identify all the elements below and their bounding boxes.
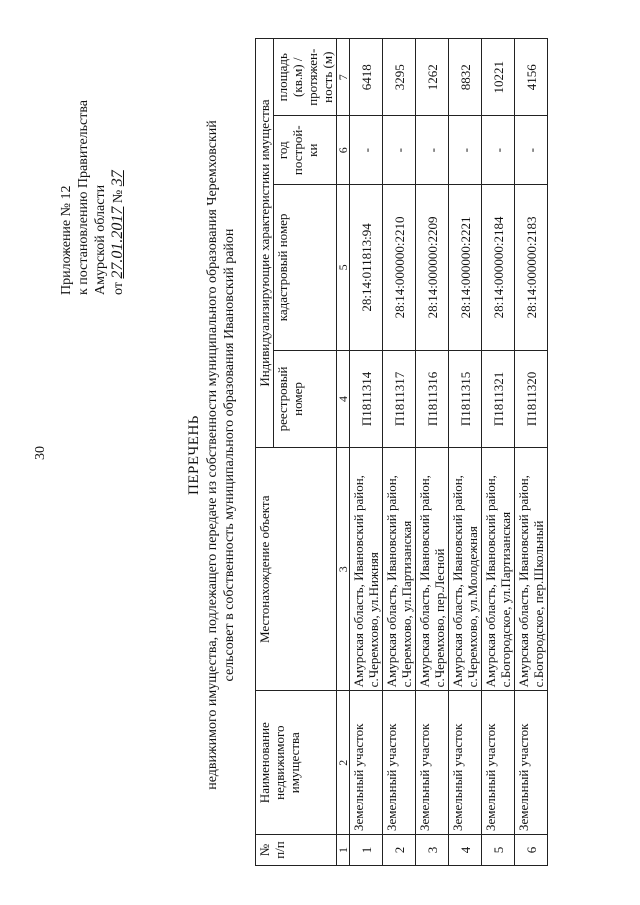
row-registry: П1811315	[449, 350, 482, 447]
row-year: -	[449, 116, 482, 185]
appendix-line-3: Амурской области	[93, 184, 108, 295]
column-index: 2	[337, 691, 350, 835]
date-prefix: от	[111, 282, 126, 295]
row-location: Амурская область, Ивановский район, с.Черемхово, ул.Партизанская	[383, 448, 416, 691]
table-header-row	[256, 39, 274, 866]
row-num: 1	[350, 835, 383, 866]
row-num: 4	[449, 835, 482, 866]
number-prefix: №	[111, 189, 126, 204]
table-row	[350, 39, 383, 866]
row-cadastral: 28:14:000000:2221	[449, 184, 482, 350]
row-num: 5	[482, 835, 515, 866]
title-line-2: сельсовет в собственность муниципального образования Ивановский район	[222, 228, 237, 682]
header-cadastral: кадастровый номер	[274, 184, 337, 350]
row-location: Амурская область, Ивановский район, с.Богородское, ул.Партизанская	[482, 448, 515, 691]
column-index: 1	[337, 835, 350, 866]
table-row	[449, 39, 482, 866]
row-location: Амурская область, Ивановский район, с.Черемхово, ул.Нижняя	[350, 448, 383, 691]
row-name: Земельный участок	[449, 691, 482, 835]
header-area: площадь (кв.м) / протяжен-ность (м)	[274, 39, 337, 116]
row-cadastral: 28:14:000000:2183	[515, 184, 548, 350]
row-cadastral: 28:14:000000:2184	[482, 184, 515, 350]
row-year: -	[383, 116, 416, 185]
property-table	[255, 38, 548, 866]
row-registry: П1811314	[350, 350, 383, 447]
row-num: 6	[515, 835, 548, 866]
title-heading: ПЕРЕЧЕНЬ	[186, 415, 202, 495]
row-name: Земельный участок	[515, 691, 548, 835]
column-index: 7	[337, 39, 350, 116]
row-year: -	[515, 116, 548, 185]
row-cadastral: 28:14:011813:94	[350, 184, 383, 350]
header-year: год построй-ки	[274, 116, 337, 185]
row-cadastral: 28:14:000000:2210	[383, 184, 416, 350]
table-row	[482, 39, 515, 866]
row-year: -	[482, 116, 515, 185]
row-registry: П1811317	[383, 350, 416, 447]
appendix-line-1: Приложение № 12	[59, 185, 74, 295]
row-name: Земельный участок	[416, 691, 449, 835]
row-num: 2	[383, 835, 416, 866]
title-line-1: недвижимого имущества, подлежащего передаче из собственности муниципального образования Черемховский	[205, 120, 220, 790]
table-row	[416, 39, 449, 866]
row-name: Земельный участок	[482, 691, 515, 835]
row-area: 4156	[515, 39, 548, 116]
header-num: № п/п	[256, 835, 337, 866]
document-title	[186, 25, 238, 885]
row-area: 6418	[350, 39, 383, 116]
table-row	[515, 39, 548, 866]
row-area: 10221	[482, 39, 515, 116]
table-row	[383, 39, 416, 866]
column-index: 5	[337, 184, 350, 350]
handwritten-number: 37	[109, 170, 126, 187]
row-registry: П1811316	[416, 350, 449, 447]
column-index: 6	[337, 116, 350, 185]
row-area: 8832	[449, 39, 482, 116]
row-name: Земельный участок	[350, 691, 383, 835]
row-cadastral: 28:14:000000:2209	[416, 184, 449, 350]
column-index: 3	[337, 448, 350, 691]
appendix-line-2: к постановлению Правительства	[76, 99, 91, 295]
appendix-block	[58, 100, 127, 295]
appendix-date-line	[109, 100, 127, 295]
page-number: 30	[33, 446, 48, 460]
row-location: Амурская область, Ивановский район, с.Богородское, пер.Школьный	[515, 448, 548, 691]
row-location: Амурская область, Ивановский район, с.Черемхово, пер.Лесной	[416, 448, 449, 691]
header-name: Наименование недвижимого имущества	[256, 691, 337, 835]
row-area: 1262	[416, 39, 449, 116]
header-location: Местонахождение объекта	[256, 448, 337, 691]
header-characteristics: Индивидуализирующие характеристики имущества	[256, 39, 274, 448]
row-location: Амурская область, Ивановский район, с.Черемхово, ул.Молодежная	[449, 448, 482, 691]
column-index: 4	[337, 350, 350, 447]
row-registry: П1811321	[482, 350, 515, 447]
row-registry: П1811320	[515, 350, 548, 447]
column-index-row	[337, 39, 350, 866]
row-name: Земельный участок	[383, 691, 416, 835]
row-year: -	[416, 116, 449, 185]
row-year: -	[350, 116, 383, 185]
row-num: 3	[416, 835, 449, 866]
header-registry: реестровый номер	[274, 350, 337, 447]
handwritten-date: 27.01.2017	[109, 206, 126, 279]
row-area: 3295	[383, 39, 416, 116]
